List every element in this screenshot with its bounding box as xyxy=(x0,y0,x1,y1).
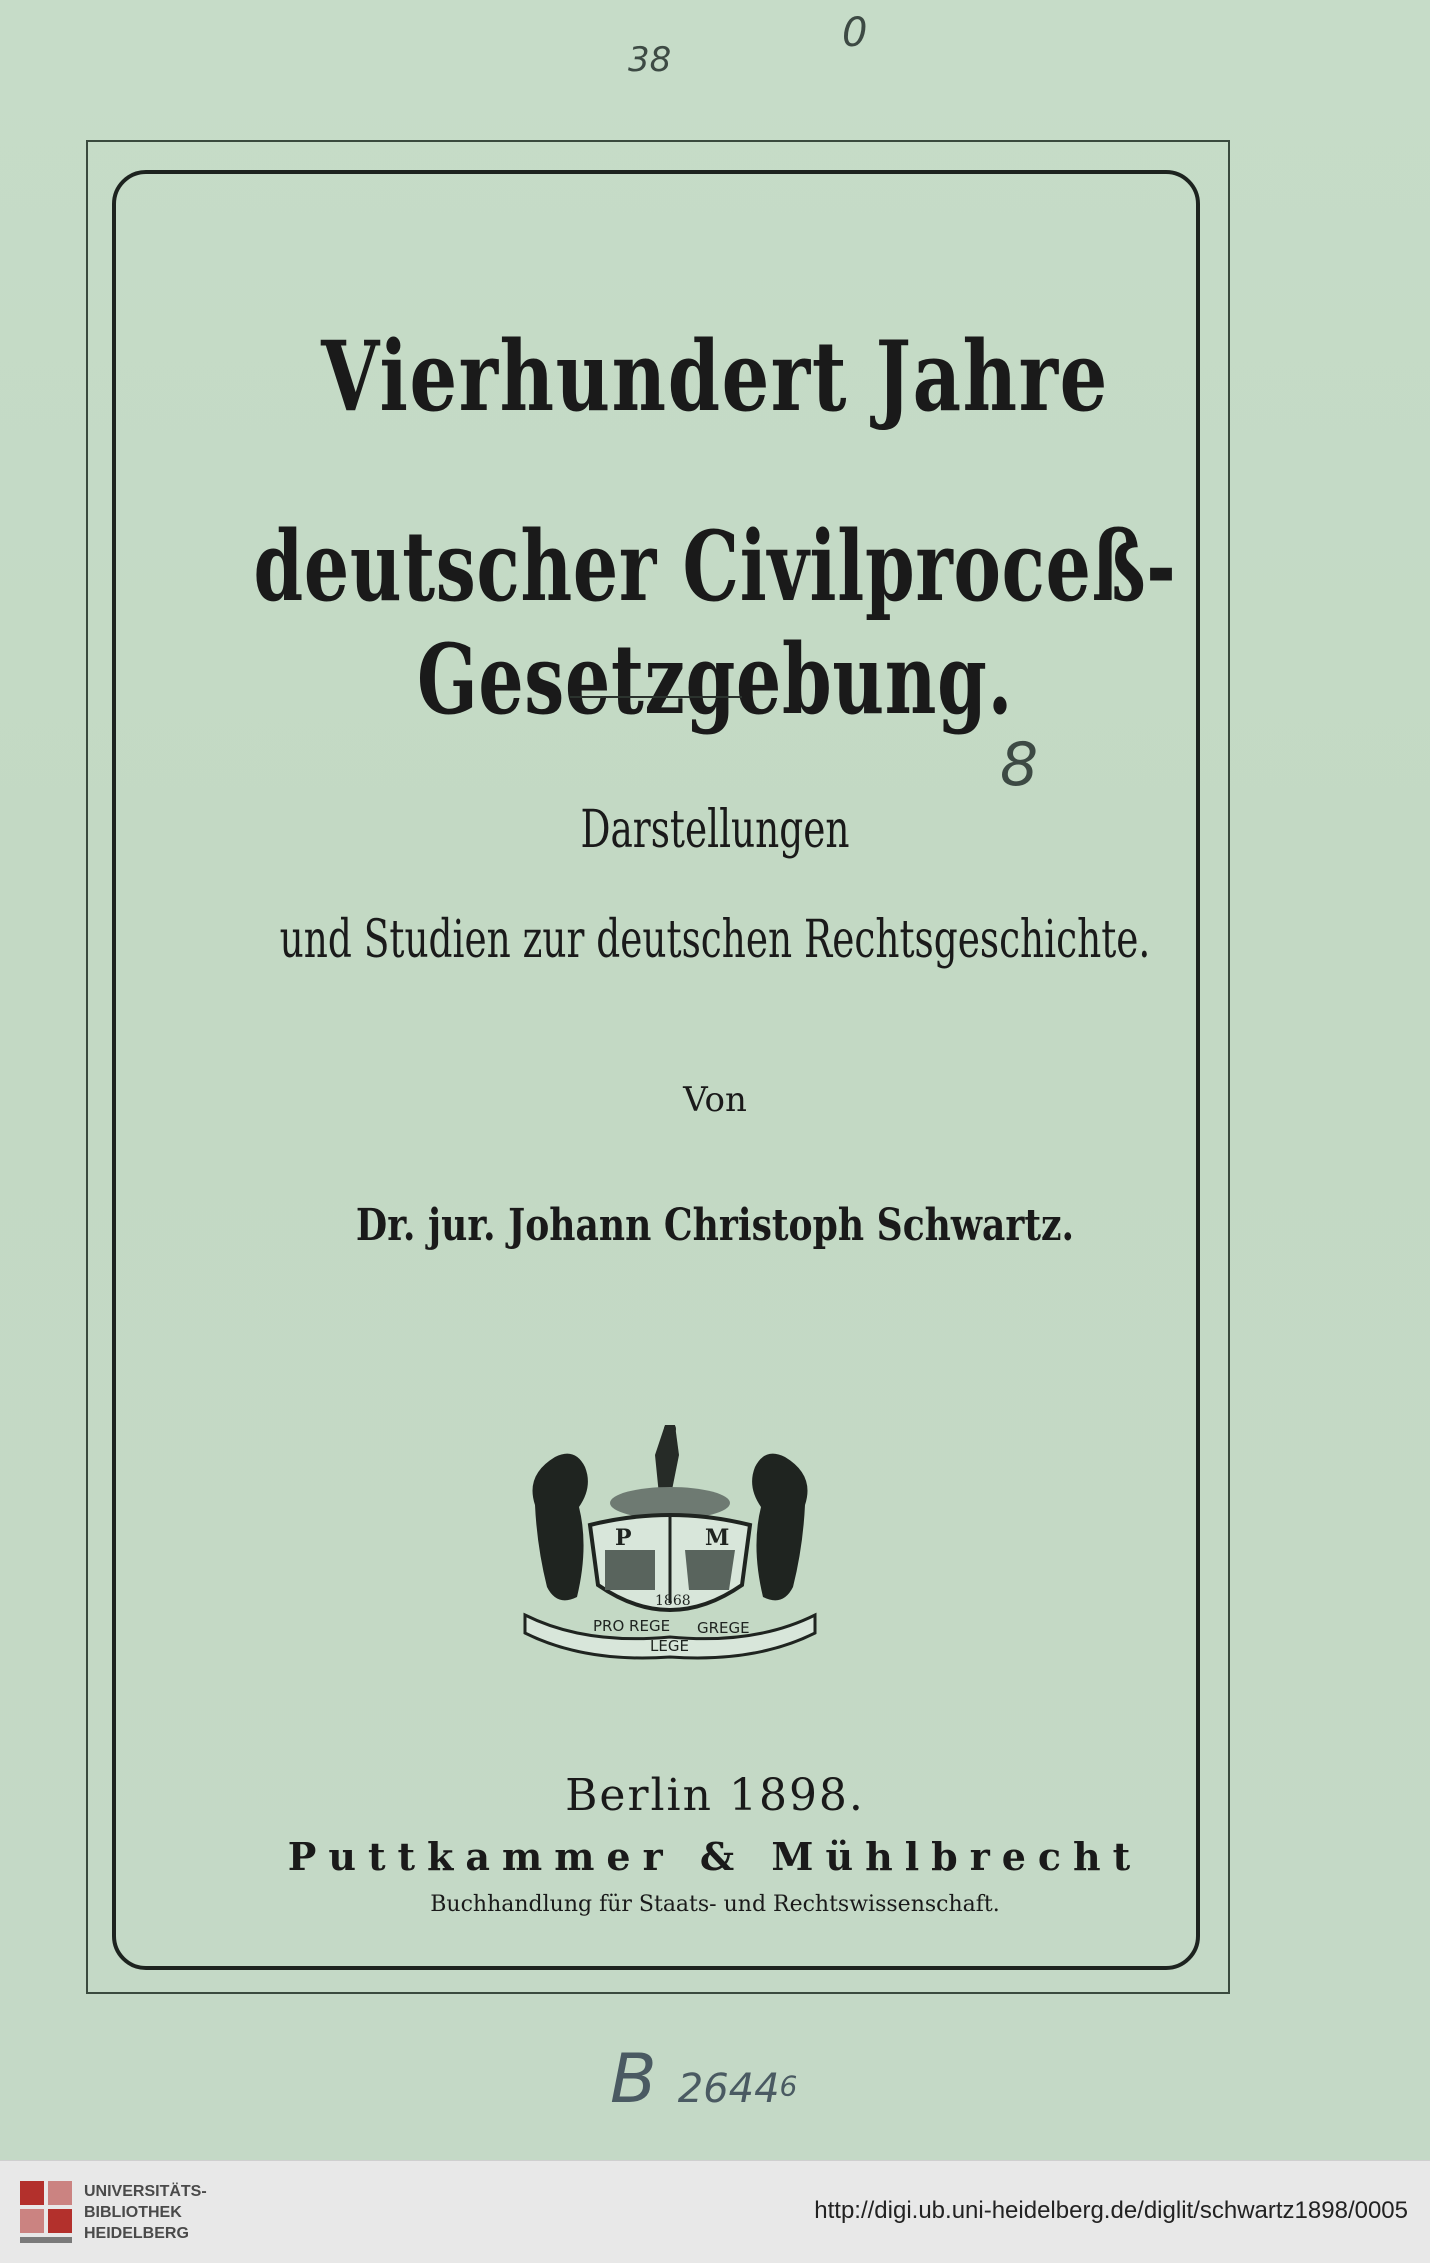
viewer-footer xyxy=(0,2160,1430,2263)
university-library-logo-icon[interactable] xyxy=(18,2179,74,2245)
library-name-line-3: HEIDELBERG xyxy=(84,2225,189,2242)
library-name[interactable] xyxy=(84,2181,207,2244)
shelfmark-number: 2644 xyxy=(677,2066,780,2112)
emblem-motto-3: GREGE xyxy=(697,1619,750,1637)
library-name-line-2: BIBLIOTHEK xyxy=(84,2204,182,2221)
place-and-year: Berlin 1898. xyxy=(565,1770,865,1821)
permalink-url[interactable]: http://digi.ub.uni-heidelberg.de/diglit/schwartz1898/0005 xyxy=(814,2197,1408,2224)
shelfmark-superscript: 6 xyxy=(779,2069,798,2103)
title-frame xyxy=(112,170,1200,1970)
library-shelfmark xyxy=(610,2040,797,2119)
publisher-description: Buchhandlung für Staats- und Rechtswissenschaft. xyxy=(430,1892,1000,1917)
emblem-motto-2: LEGE xyxy=(650,1637,689,1655)
handwritten-page-number: 38 xyxy=(628,40,672,80)
title-line-1: Vierhundert Jahre xyxy=(321,320,1109,433)
subtitle-line-2: und Studien zur deutschen Rechtsgeschichte. xyxy=(279,910,1151,970)
title-divider xyxy=(570,696,742,698)
subtitle-line-1: Darstellungen xyxy=(580,800,850,860)
library-name-line-1: UNIVERSITÄTS- xyxy=(84,2183,207,2200)
by-label: Von xyxy=(683,1080,747,1120)
publisher-name: Puttkammer & Mühlbrecht xyxy=(287,1834,1143,1879)
emblem-motto-1: PRO REGE xyxy=(593,1617,671,1635)
emblem-year: 1868 xyxy=(655,1593,691,1609)
title-line-2: deutscher Civilproceß-Gesetzgebung. xyxy=(253,510,1177,736)
emblem-letter-right: M xyxy=(705,1525,730,1551)
emblem-letter-left: P xyxy=(615,1525,632,1551)
author-name: Dr. jur. Johann Christoph Schwartz. xyxy=(355,1200,1075,1251)
publisher-emblem xyxy=(505,1425,835,1665)
handwritten-mark: 0 xyxy=(842,10,868,56)
handwritten-margin-number: 8 xyxy=(1000,730,1039,800)
shelfmark-letter: B xyxy=(610,2040,657,2119)
